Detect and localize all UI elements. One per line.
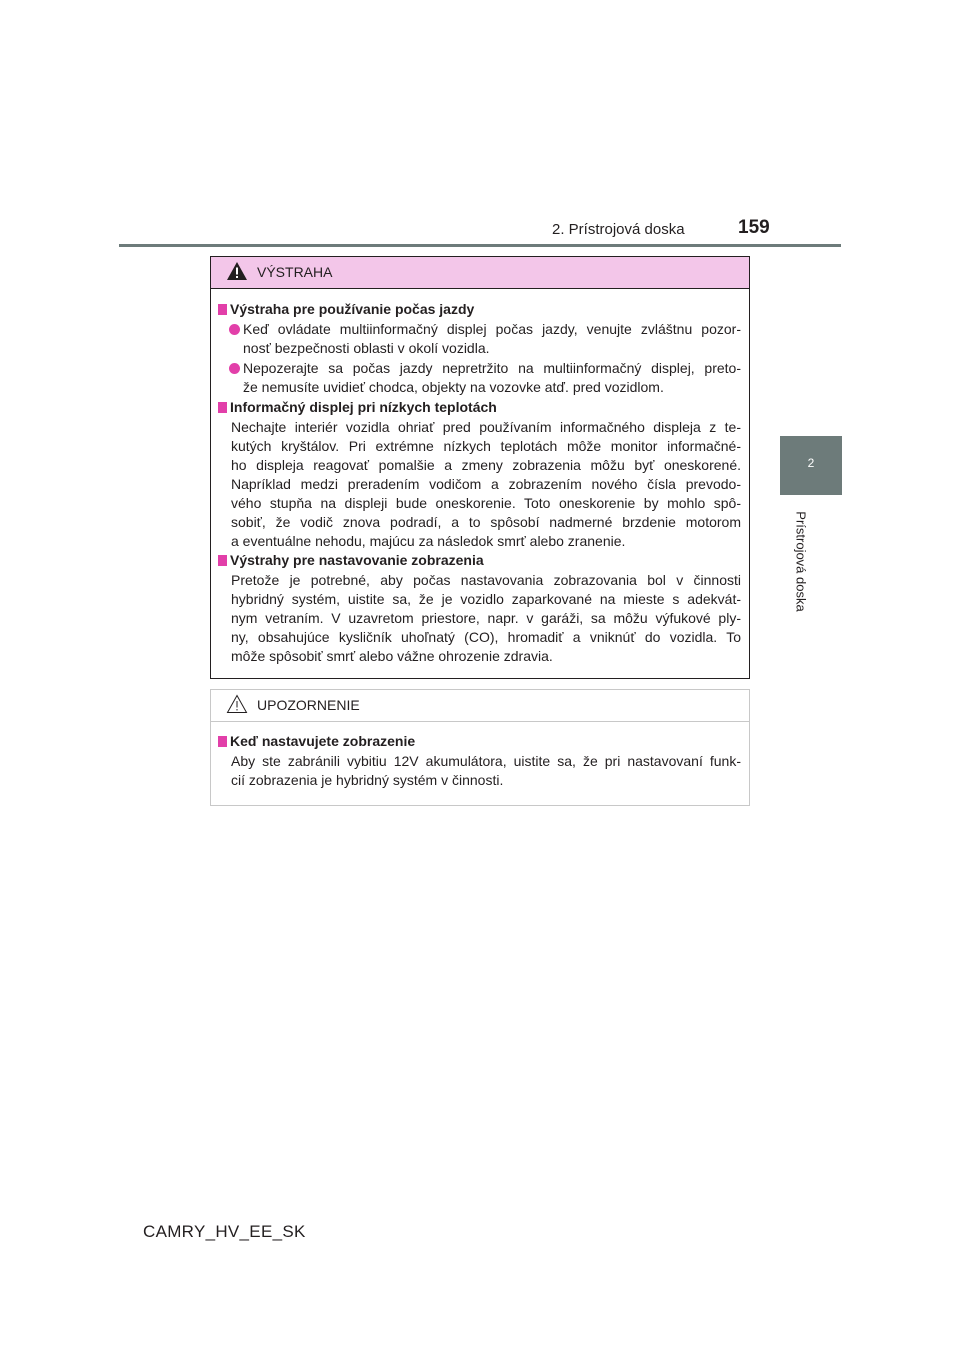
text-line: nosť bezpečnosti oblasti v okolí vozidla. xyxy=(243,340,490,356)
warning-topic-1 xyxy=(218,300,741,319)
warning-body xyxy=(218,300,741,666)
text-line: sobiť, že vodič znova podradí, a to spôsobí nadmerné brzdenie motorom xyxy=(231,514,741,530)
warning-topic-2 xyxy=(218,398,741,417)
warning-box-header xyxy=(211,257,749,289)
page-number: 159 xyxy=(738,217,770,238)
warning-topic-3 xyxy=(218,551,741,570)
chapter-tab-number: 2 xyxy=(807,456,815,470)
text-line: hybridný systém, uistite sa, že je vozidlo zaparkované na mieste s adekvát- xyxy=(231,591,741,607)
text-line: Aby ste zabránili vybitiu 12V akumulátora, uistite sa, že pri nastavovaní funk- xyxy=(231,753,741,769)
text-line: Keď ovládate multiinformačný displej počas jazdy, venujte zvláštnu pozor- xyxy=(243,321,741,337)
text-line: nym vetraním. V uzavretom priestore, napr. v garáži, sa môžu výfukové ply- xyxy=(231,610,741,626)
warning-topic-3-text xyxy=(218,571,741,666)
text-line: Napríklad medzi preradením vodičom a zobrazením nového čísla prevodo- xyxy=(231,476,741,492)
text-line: že nemusíte uvidieť chodca, objekty na vozovke atď. pred vozidlom. xyxy=(243,379,664,395)
topic-square-icon xyxy=(218,555,227,566)
chapter-side-title xyxy=(793,506,809,618)
chapter-tab xyxy=(780,436,842,495)
topic-square-icon xyxy=(218,402,227,413)
caution-topic-1-title: Keď nastavujete zobrazenie xyxy=(230,733,416,749)
text-line: ho displeja reagovať pomalšie a zmeny zobrazenia môžu byť oneskorené. xyxy=(231,457,741,473)
text-line: a eventuálne nehodu, majúcu za následok smrť alebo zranenie. xyxy=(231,533,626,549)
warning-box xyxy=(210,256,750,679)
warning-topic-1-title: Výstraha pre používanie počas jazdy xyxy=(230,301,475,317)
topic-square-icon xyxy=(218,736,227,747)
text-line: Nechajte interiér vozidla ohriať pred používaním informačného displeja z te- xyxy=(231,419,741,435)
caution-box xyxy=(210,689,750,806)
warning-topic-3-title: Výstrahy pre nastavovanie zobrazenia xyxy=(230,552,484,568)
caution-topic-1 xyxy=(218,732,741,751)
caution-triangle-icon xyxy=(226,694,248,714)
warning-title: VÝSTRAHA xyxy=(257,264,333,280)
text-line: Nepozerajte sa počas jazdy nepretržito na multiinformačný displej, preto- xyxy=(243,360,741,376)
warning-topic-2-title: Informačný displej pri nízkych teplotách xyxy=(230,399,497,415)
bullet-dot-icon xyxy=(229,324,240,335)
warning-bullet-1 xyxy=(218,320,741,358)
bullet-dot-icon xyxy=(229,363,240,374)
caution-box-header xyxy=(211,690,749,722)
chapter-side-title-text: Prístrojová doska xyxy=(793,511,809,612)
text-line: cií zobrazenia je hybridný systém v činnosti. xyxy=(231,772,504,788)
document-code: CAMRY_HV_EE_SK xyxy=(143,1222,306,1241)
text-line: môže spôsobiť smrť alebo vážne ohrozenie zdravia. xyxy=(231,648,553,664)
text-line: vého stupňa na displeji bude oneskorenie. Toto oneskorenie by mohlo spô- xyxy=(231,495,741,511)
text-line: ny, obsahujúce kysličník uhoľnatý (CO), hromadiť a vniknúť do vozidla. To xyxy=(231,629,741,645)
text-line: kutých kryštálov. Pri extrémne nízkych teplotách môže monitor informačné- xyxy=(231,438,741,454)
warning-triangle-icon xyxy=(226,261,248,281)
warning-topic-2-text xyxy=(218,418,741,551)
text-line: Pretože je potrebné, aby počas nastavovania zobrazovania bol v činnosti xyxy=(231,572,741,588)
caution-body xyxy=(218,732,741,790)
header-rule xyxy=(119,244,841,247)
section-title: 2. Prístrojová doska xyxy=(552,221,685,238)
warning-bullet-2 xyxy=(218,359,741,397)
caution-title: UPOZORNENIE xyxy=(257,697,360,713)
caution-topic-1-text xyxy=(218,752,741,790)
topic-square-icon xyxy=(218,304,227,315)
